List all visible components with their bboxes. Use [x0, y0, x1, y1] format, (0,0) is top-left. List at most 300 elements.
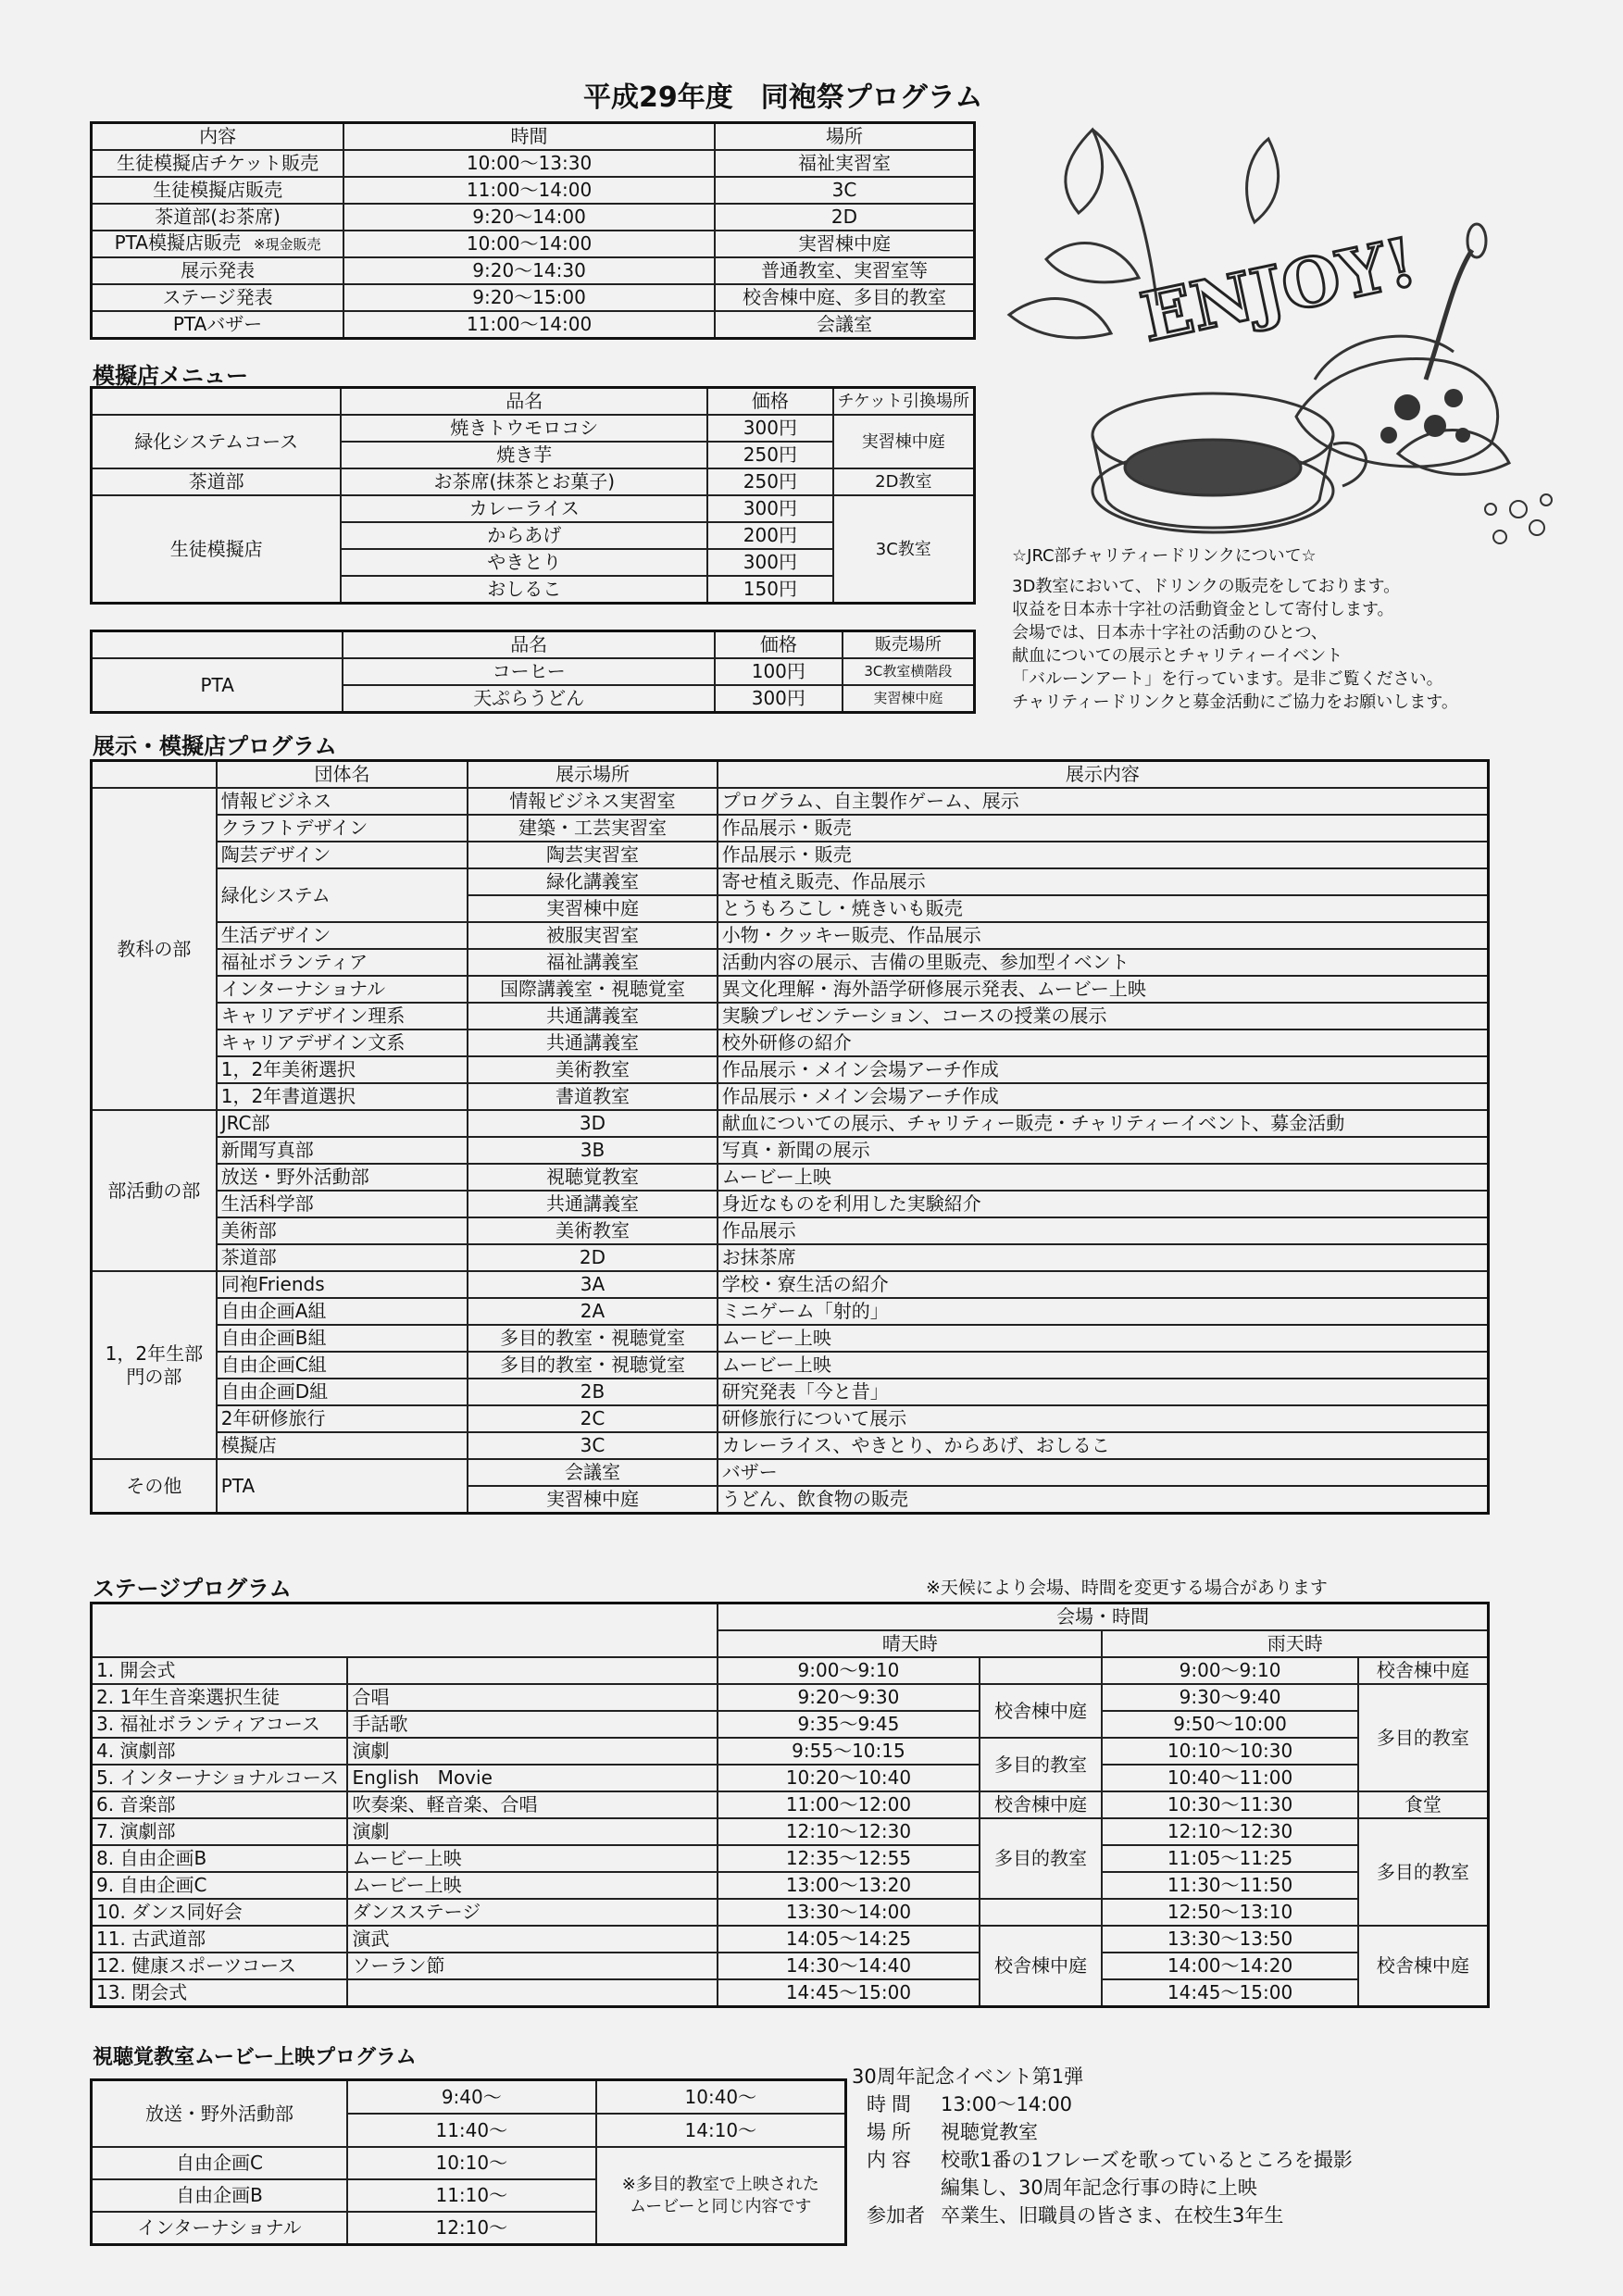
- overview-item-cell: [92, 204, 344, 231]
- menu-item-price: 300円: [707, 495, 832, 522]
- exhibit-group: 生活デザイン: [217, 922, 468, 949]
- overview-item-cell: [92, 177, 344, 204]
- exhibit-place: 共通講義室: [468, 1029, 718, 1056]
- menu-group-name: 茶道部: [92, 468, 342, 495]
- menu-item-name: おしるこ: [341, 576, 707, 604]
- enjoy-logo: ENJOY!: [1134, 221, 1423, 357]
- anniversary-title: 30周年記念イベント第1弾: [852, 2065, 1084, 2088]
- exhibit-group: 自由企画D組: [217, 1379, 468, 1405]
- stage-fine-venue: 校舎棟中庭: [980, 1684, 1103, 1738]
- exhibit-place: 多目的教室・視聴覚室: [468, 1352, 718, 1379]
- menu-row: [92, 468, 975, 495]
- exhibit-place: 実習棟中庭: [468, 1486, 718, 1514]
- pta-header-item: 品名: [343, 631, 715, 659]
- exhibit-content: 実験プレゼンテーション、コースの授業の展示: [718, 1003, 1489, 1029]
- stage-rain-time: 10:10～10:30: [1102, 1738, 1357, 1765]
- anniversary-time: 13:00～14:00: [941, 2093, 1073, 2115]
- exhibit-group: 美術部: [217, 1217, 468, 1244]
- jrc-line: 献血についての展示とチャリティーイベント: [1012, 646, 1343, 666]
- stage-act: ダンスステージ: [347, 1899, 718, 1926]
- exhibit-place: 共通講義室: [468, 1191, 718, 1217]
- exhibit-content: お抹茶席: [718, 1244, 1489, 1271]
- stage-rain-time: 9:00～9:10: [1102, 1657, 1357, 1684]
- overview-place: 普通教室、実習室等: [715, 257, 975, 284]
- stage-rain-time: 12:10～12:30: [1102, 1818, 1357, 1845]
- page-title: 平成29年度 同袍祭プログラム: [583, 81, 983, 114]
- menu-item-name: 焼き芋: [341, 442, 707, 468]
- exhibit-content: カレーライス、やきとり、からあげ、おしるこ: [718, 1432, 1489, 1459]
- stage-act: 演武: [347, 1926, 718, 1953]
- stage-row: [92, 1684, 1489, 1711]
- exhibit-group: キャリアデザイン文系: [217, 1029, 468, 1056]
- stage-rain-time: 9:50～10:00: [1102, 1711, 1357, 1738]
- anniversary-participants: 卒業生、旧職員の皆さま、在校生3年生: [941, 2204, 1284, 2227]
- exhibit-content: 作品展示: [718, 1217, 1489, 1244]
- exhibit-section-name: 部活動の部: [92, 1110, 217, 1271]
- exhibit-group: 緑化システム: [217, 868, 468, 922]
- stage-rain-time: 10:40～11:00: [1102, 1765, 1357, 1791]
- exhibit-place: 情報ビジネス実習室: [468, 788, 718, 815]
- overview-item: PTAバザー: [172, 313, 263, 335]
- menu-item-name: からあげ: [341, 522, 707, 549]
- stage-fine-time: 13:30～14:00: [718, 1899, 979, 1926]
- exhibit-content: ムービー上映: [718, 1325, 1489, 1352]
- pta-menu-row: [92, 658, 975, 685]
- stage-fine-time: 13:00～13:20: [718, 1872, 979, 1899]
- exhibit-place: 2C: [468, 1405, 718, 1432]
- exhibit-content: 作品展示・販売: [718, 842, 1489, 868]
- exhibit-content: 学校・寮生活の紹介: [718, 1271, 1489, 1298]
- stage-rain-venue: 校舎棟中庭: [1358, 1657, 1489, 1684]
- overview-row: [92, 311, 975, 339]
- exhibit-place: 視聴覚教室: [468, 1164, 718, 1191]
- overview-item: PTA模擬店販売: [114, 231, 241, 254]
- stage-rain-time: 11:05～11:25: [1102, 1845, 1357, 1872]
- stage-program: 13. 閉会式: [92, 1979, 348, 2007]
- stage-program: 4. 演劇部: [92, 1738, 348, 1765]
- exhibit-content: 作品展示・メイン会場アーチ作成: [718, 1083, 1489, 1110]
- overview-place: 3C: [715, 177, 975, 204]
- stage-program: 8. 自由企画B: [92, 1845, 348, 1872]
- exhibit-content: 作品展示・メイン会場アーチ作成: [718, 1056, 1489, 1083]
- stage-table: [90, 1602, 1490, 2008]
- movie-table: [90, 2078, 847, 2246]
- exhibit-content: 校外研修の紹介: [718, 1029, 1489, 1056]
- anniversary-content-label: 内容: [867, 2149, 917, 2171]
- overview-row: [92, 204, 975, 231]
- exhibit-group: 生活科学部: [217, 1191, 468, 1217]
- stage-note: ※天候により会場、時間を変更する場合があります: [926, 1578, 1328, 1598]
- exhibit-content: 写真・新聞の展示: [718, 1137, 1489, 1164]
- stage-act: 合唱: [347, 1684, 718, 1711]
- overview-header-content: 内容: [92, 123, 344, 151]
- exhibit-place: 2D: [468, 1244, 718, 1271]
- exhibit-table: [90, 759, 1490, 1515]
- exhibit-header-group: 団体名: [217, 761, 468, 789]
- stage-fine-time: 11:00～12:00: [718, 1791, 979, 1818]
- movie-time: 11:40～: [347, 2114, 596, 2147]
- pta-item-name: コーヒー: [343, 658, 715, 685]
- overview-item: ステージ発表: [162, 286, 273, 308]
- stage-row: [92, 1872, 1489, 1899]
- overview-table: [90, 121, 976, 340]
- anniversary-content-line: 編集し、30周年記念行事の時に上映: [941, 2177, 1257, 2199]
- stage-row: [92, 1791, 1489, 1818]
- stage-fine-venue: 校舎棟中庭: [980, 1926, 1103, 2007]
- exhibit-row: [92, 1271, 1489, 1298]
- exhibit-content: 研究発表「今と昔」: [718, 1379, 1489, 1405]
- exhibit-place: 国際講義室・視聴覚室: [468, 976, 718, 1003]
- stage-heading: ステージプログラム: [93, 1576, 292, 1602]
- stage-program: 10. ダンス同好会: [92, 1899, 348, 1926]
- exhibit-group: キャリアデザイン理系: [217, 1003, 468, 1029]
- exhibit-row: [92, 922, 1489, 949]
- exhibit-row: [92, 1110, 1489, 1137]
- exhibit-content: ムービー上映: [718, 1352, 1489, 1379]
- exhibit-place: 建築・工芸実習室: [468, 815, 718, 842]
- stage-row: [92, 1711, 1489, 1738]
- stage-fine-venue: 多目的教室: [980, 1818, 1103, 1899]
- exhibit-place: 陶芸実習室: [468, 842, 718, 868]
- menu-group-name: 生徒模擬店: [92, 495, 342, 604]
- stage-rain-time: 14:00～14:20: [1102, 1953, 1357, 1979]
- stage-row: [92, 1979, 1489, 2007]
- overview-item: 展示発表: [181, 259, 256, 281]
- exhibit-row: [92, 868, 1489, 895]
- menu-heading: 模擬店メニュー: [93, 363, 248, 389]
- menu-item-price: 300円: [707, 549, 832, 576]
- exhibit-place: 3C: [468, 1432, 718, 1459]
- pta-item-name: 天ぷらうどん: [343, 685, 715, 713]
- exhibit-row: [92, 1029, 1489, 1056]
- jrc-line: 収益を日本赤十字社の活動資金として寄付します。: [1012, 600, 1394, 619]
- stage-rain-time: 11:30～11:50: [1102, 1872, 1357, 1899]
- exhibit-place: 美術教室: [468, 1217, 718, 1244]
- exhibit-place: 3D: [468, 1110, 718, 1137]
- stage-act: ソーラン節: [347, 1953, 718, 1979]
- stage-fine-time: 14:05～14:25: [718, 1926, 979, 1953]
- stage-header-venue: 会場・時間: [718, 1603, 1488, 1631]
- exhibit-group: PTA: [217, 1459, 468, 1514]
- stage-program: 9. 自由企画C: [92, 1872, 348, 1899]
- stage-act: 演劇: [347, 1738, 718, 1765]
- stage-act: [347, 1657, 718, 1684]
- exhibit-group: JRC部: [217, 1110, 468, 1137]
- exhibit-content: 研修旅行について展示: [718, 1405, 1489, 1432]
- exhibit-place: 3A: [468, 1271, 718, 1298]
- stage-act: ムービー上映: [347, 1872, 718, 1899]
- stage-row: [92, 1953, 1489, 1979]
- stage-row: [92, 1899, 1489, 1926]
- stage-header-rain: 雨天時: [1102, 1630, 1488, 1657]
- exhibit-group: 同袍Friends: [217, 1271, 468, 1298]
- stage-fine-time: 9:20～9:30: [718, 1684, 979, 1711]
- overview-place: 福祉実習室: [715, 150, 975, 177]
- exhibit-place: 会議室: [468, 1459, 718, 1486]
- exhibit-group: 1，2年美術選択: [217, 1056, 468, 1083]
- overview-row: [92, 150, 975, 177]
- menu-row: [92, 495, 975, 522]
- exhibit-group: インターナショナル: [217, 976, 468, 1003]
- exhibit-row: [92, 1432, 1489, 1459]
- menu-item-name: カレーライス: [341, 495, 707, 522]
- stage-rain-time: 13:30～13:50: [1102, 1926, 1357, 1953]
- overview-item-cell: [92, 311, 344, 339]
- movie-note-line: ※多目的教室で上映された: [621, 2174, 819, 2194]
- anniversary-box: [852, 2063, 1481, 2229]
- stage-act: English Movie: [347, 1765, 718, 1791]
- stage-fine-venue: 校舎棟中庭: [980, 1791, 1103, 1818]
- stage-fine-time: 12:35～12:55: [718, 1845, 979, 1872]
- menu-row: [92, 415, 975, 442]
- exhibit-row: [92, 1244, 1489, 1271]
- exhibit-place: 2A: [468, 1298, 718, 1325]
- movie-heading: 視聴覚教室ムービー上映プログラム: [93, 2046, 417, 2069]
- stage-program: 3. 福祉ボランティアコース: [92, 1711, 348, 1738]
- exhibit-row: [92, 1056, 1489, 1083]
- movie-row: [92, 2080, 846, 2115]
- overview-time: 11:00～14:00: [343, 177, 715, 204]
- exhibit-row: [92, 1217, 1489, 1244]
- exhibit-group: 自由企画B組: [217, 1325, 468, 1352]
- menu-item-price: 300円: [707, 415, 832, 442]
- exhibit-header-place: 展示場所: [468, 761, 718, 789]
- exhibit-place: 福祉講義室: [468, 949, 718, 976]
- exhibit-content: 作品展示・販売: [718, 815, 1489, 842]
- exhibit-row: [92, 1137, 1489, 1164]
- overview-row: [92, 284, 975, 311]
- movie-note: [596, 2147, 846, 2245]
- stage-program: 6. 音楽部: [92, 1791, 348, 1818]
- anniversary-place-label: 場所: [867, 2121, 917, 2143]
- stage-program: 1. 開会式: [92, 1657, 348, 1684]
- stage-fine-venue: [980, 1657, 1103, 1684]
- coffee-cake-illustration-icon: [991, 102, 1565, 565]
- menu-group-place: 2D教室: [833, 468, 975, 495]
- exhibit-place: 被服実習室: [468, 922, 718, 949]
- exhibit-content: ミニゲーム「射的」: [718, 1298, 1489, 1325]
- movie-group-name: 自由企画C: [92, 2147, 347, 2179]
- stage-row: [92, 1765, 1489, 1791]
- movie-time: 14:10～: [596, 2114, 846, 2147]
- exhibit-group: 陶芸デザイン: [217, 842, 468, 868]
- pta-item-price: 300円: [715, 685, 843, 713]
- menu-item-price: 250円: [707, 442, 832, 468]
- exhibit-heading: 展示・模擬店プログラム: [93, 733, 337, 759]
- overview-item-cell: [92, 150, 344, 177]
- exhibit-content: ムービー上映: [718, 1164, 1489, 1191]
- overview-time: 10:00～13:30: [343, 150, 715, 177]
- overview-time: 9:20～14:00: [343, 204, 715, 231]
- movie-time: 9:40～: [347, 2080, 596, 2115]
- exhibit-group: 茶道部: [217, 1244, 468, 1271]
- pta-item-price: 100円: [715, 658, 843, 685]
- exhibit-content: 異文化理解・海外語学研修展示発表、ムービー上映: [718, 976, 1489, 1003]
- exhibit-place: 書道教室: [468, 1083, 718, 1110]
- movie-group-name: インターナショナル: [92, 2212, 347, 2245]
- exhibit-row: [92, 1083, 1489, 1110]
- stage-fine-venue: [980, 1899, 1103, 1926]
- overview-place: 2D: [715, 204, 975, 231]
- exhibit-content: 身近なものを利用した実験紹介: [718, 1191, 1489, 1217]
- exhibit-header-content: 展示内容: [718, 761, 1489, 789]
- movie-group-name: 放送・野外活動部: [92, 2080, 347, 2148]
- pta-menu-table: [90, 630, 976, 714]
- stage-fine-time: 14:45～15:00: [718, 1979, 979, 2007]
- exhibit-content: とうもろこし・焼きいも販売: [718, 895, 1489, 922]
- stage-row: [92, 1926, 1489, 1953]
- overview-item-cell: [92, 231, 344, 257]
- menu-item-price: 150円: [707, 576, 832, 604]
- anniversary-time-label: 時間: [867, 2093, 917, 2115]
- exhibit-group: 自由企画C組: [217, 1352, 468, 1379]
- jrc-info-title: ☆JRC部チャリティードリンクについて☆: [1012, 546, 1317, 566]
- menu-item-name: お茶席(抹茶とお菓子): [341, 468, 707, 495]
- overview-item-note: ※現金販売: [253, 236, 321, 253]
- pta-item-place: 実習棟中庭: [843, 685, 975, 713]
- exhibit-content: 活動内容の展示、吉備の里販売、参加型イベント: [718, 949, 1489, 976]
- exhibit-place: 美術教室: [468, 1056, 718, 1083]
- exhibit-content: 小物・クッキー販売、作品展示: [718, 922, 1489, 949]
- exhibit-section-name: 教科の部: [92, 788, 217, 1110]
- exhibit-group: 新聞写真部: [217, 1137, 468, 1164]
- stage-row: [92, 1845, 1489, 1872]
- overview-item-cell: [92, 257, 344, 284]
- exhibit-content: バザー: [718, 1459, 1489, 1486]
- stage-program: 2. 1年生音楽選択生徒: [92, 1684, 348, 1711]
- stage-fine-time: 12:10～12:30: [718, 1818, 979, 1845]
- menu-group-place: 実習棟中庭: [833, 415, 975, 468]
- jrc-line: 会場では、日本赤十字社の活動のひとつ、: [1012, 623, 1328, 643]
- stage-row: [92, 1818, 1489, 1845]
- stage-program: 12. 健康スポーツコース: [92, 1953, 348, 1979]
- stage-program: 5. インターナショナルコース: [92, 1765, 348, 1791]
- overview-item: 生徒模擬店チケット販売: [116, 152, 319, 174]
- stage-fine-time: 14:30～14:40: [718, 1953, 979, 1979]
- menu-table: [90, 386, 976, 605]
- overview-place: 会議室: [715, 311, 975, 339]
- exhibit-group: 情報ビジネス: [217, 788, 468, 815]
- exhibit-row: [92, 1405, 1489, 1432]
- overview-header-place: 場所: [715, 123, 975, 151]
- movie-group-name: 自由企画B: [92, 2179, 347, 2212]
- stage-rain-time: 14:45～15:00: [1102, 1979, 1357, 2007]
- overview-item: 生徒模擬店販売: [153, 179, 283, 201]
- movie-time: 12:10～: [347, 2212, 596, 2245]
- overview-time: 10:00～14:00: [343, 231, 715, 257]
- menu-item-price: 200円: [707, 522, 832, 549]
- exhibit-place: 多目的教室・視聴覚室: [468, 1325, 718, 1352]
- overview-item-cell: [92, 284, 344, 311]
- menu-header-item: 品名: [341, 388, 707, 416]
- movie-note-line: ムービーと同じ内容です: [630, 2196, 812, 2216]
- stage-fine-venue: 多目的教室: [980, 1738, 1103, 1791]
- pta-group-name: PTA: [92, 658, 343, 713]
- exhibit-section-name: その他: [92, 1459, 217, 1514]
- stage-rain-venue: 食堂: [1358, 1791, 1489, 1818]
- overview-row: [92, 177, 975, 204]
- anniversary-place: 視聴覚教室: [941, 2121, 1038, 2143]
- jrc-line: 「バルーンアート」を行っています。是非ご覧ください。: [1012, 669, 1443, 689]
- overview-item: 茶道部(お茶席): [155, 206, 281, 228]
- stage-act: 演劇: [347, 1818, 718, 1845]
- jrc-info: [1012, 544, 1549, 714]
- menu-item-name: 焼きトウモロコシ: [341, 415, 707, 442]
- stage-act: 手話歌: [347, 1711, 718, 1738]
- exhibit-group: 福祉ボランティア: [217, 949, 468, 976]
- movie-row: [92, 2147, 846, 2179]
- stage-rain-venue: 校舎棟中庭: [1358, 1926, 1489, 2007]
- movie-time: 10:40～: [596, 2080, 846, 2115]
- anniversary-participants-label: 参加者: [867, 2204, 925, 2227]
- pta-header-place: 販売場所: [843, 631, 975, 659]
- stage-rain-time: 9:30～9:40: [1102, 1684, 1357, 1711]
- overview-time: 9:20～14:30: [343, 257, 715, 284]
- exhibit-place: 緑化講義室: [468, 868, 718, 895]
- overview-time: 11:00～14:00: [343, 311, 715, 339]
- exhibit-content: うどん、飲食物の販売: [718, 1486, 1489, 1514]
- exhibit-content: 寄せ植え販売、作品展示: [718, 868, 1489, 895]
- stage-rain-time: 12:50～13:10: [1102, 1899, 1357, 1926]
- pta-header-price: 価格: [715, 631, 843, 659]
- exhibit-row: [92, 1352, 1489, 1379]
- stage-fine-time: 9:00～9:10: [718, 1657, 979, 1684]
- stage-row: [92, 1738, 1489, 1765]
- stage-rain-venue: 多目的教室: [1358, 1818, 1489, 1926]
- exhibit-group: 自由企画A組: [217, 1298, 468, 1325]
- exhibit-row: [92, 949, 1489, 976]
- movie-time: 11:10～: [347, 2179, 596, 2212]
- exhibit-row: [92, 1379, 1489, 1405]
- menu-group-name: 緑化システムコース: [92, 415, 342, 468]
- stage-row: [92, 1657, 1489, 1684]
- menu-header-place: チケット引換場所: [833, 388, 975, 416]
- stage-rain-venue: 多目的教室: [1358, 1684, 1489, 1791]
- menu-item-name: やきとり: [341, 549, 707, 576]
- exhibit-row: [92, 815, 1489, 842]
- exhibit-row: [92, 1459, 1489, 1486]
- exhibit-row: [92, 1191, 1489, 1217]
- stage-act: ムービー上映: [347, 1845, 718, 1872]
- stage-fine-time: 9:35～9:45: [718, 1711, 979, 1738]
- overview-row: [92, 231, 975, 257]
- exhibit-row: [92, 1298, 1489, 1325]
- pta-item-place: 3C教室横階段: [843, 658, 975, 685]
- exhibit-row: [92, 1003, 1489, 1029]
- exhibit-group: 2年研修旅行: [217, 1405, 468, 1432]
- stage-rain-time: 10:30～11:30: [1102, 1791, 1357, 1818]
- overview-row: [92, 257, 975, 284]
- exhibit-group: 1，2年書道選択: [217, 1083, 468, 1110]
- exhibit-place: 2B: [468, 1379, 718, 1405]
- overview-time: 9:20～15:00: [343, 284, 715, 311]
- stage-program: 7. 演劇部: [92, 1818, 348, 1845]
- stage-act: 吹奏楽、軽音楽、合唱: [347, 1791, 718, 1818]
- overview-place: 実習棟中庭: [715, 231, 975, 257]
- stage-program: 11. 古武道部: [92, 1926, 348, 1953]
- exhibit-row: [92, 842, 1489, 868]
- menu-item-price: 250円: [707, 468, 832, 495]
- exhibit-place: 共通講義室: [468, 1003, 718, 1029]
- exhibit-section-name: 1，2年生部門の部: [92, 1271, 217, 1459]
- stage-header-fine: 晴天時: [718, 1630, 1102, 1657]
- exhibit-place: 実習棟中庭: [468, 895, 718, 922]
- exhibit-row: [92, 788, 1489, 815]
- overview-header-time: 時間: [343, 123, 715, 151]
- exhibit-content: プログラム、自主製作ゲーム、展示: [718, 788, 1489, 815]
- enjoy-illustration: [991, 102, 1565, 565]
- exhibit-row: [92, 976, 1489, 1003]
